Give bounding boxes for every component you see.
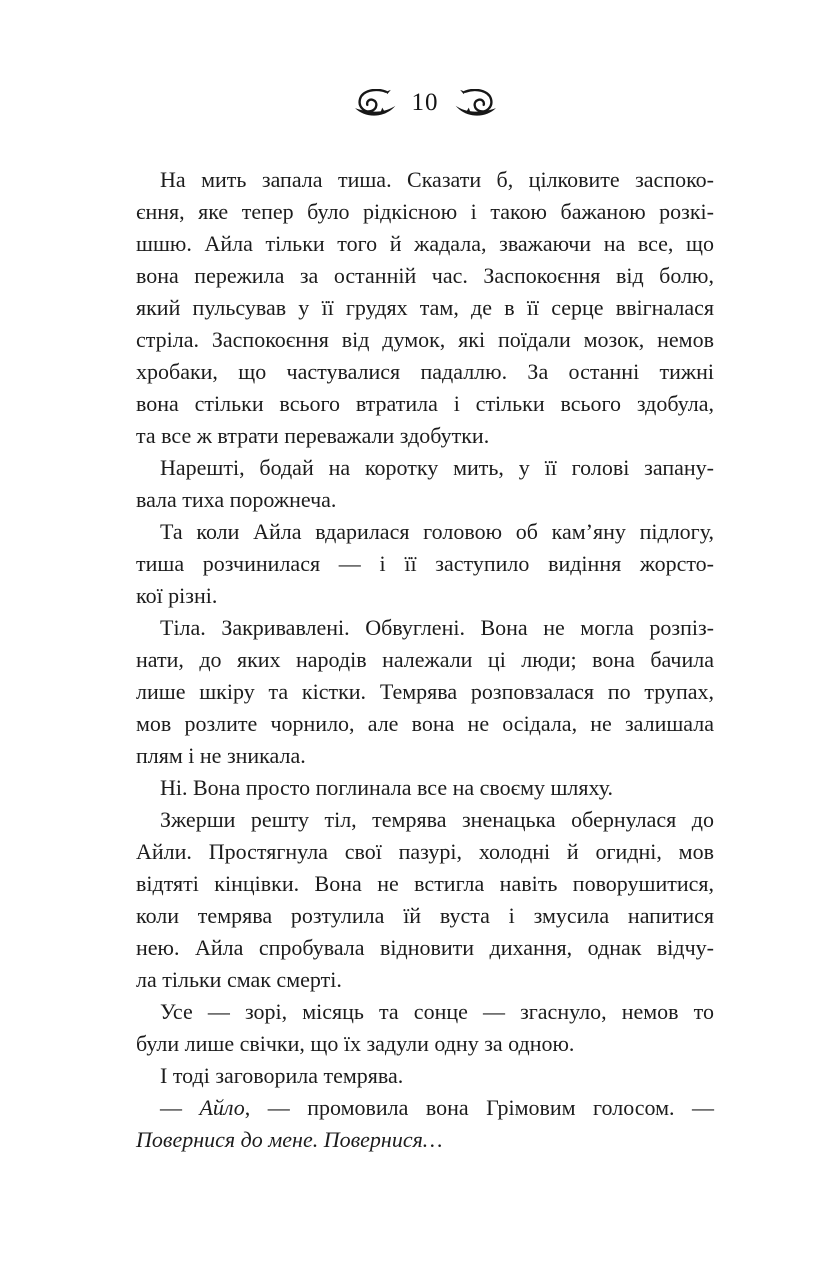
- text-line: [136, 1028, 714, 1060]
- text-line: [136, 868, 714, 900]
- text-segment: коли темрява розтулила їй вуста і змусила напитися: [136, 903, 714, 928]
- text-line: [136, 356, 714, 388]
- text-segment: плям і не зникала.: [136, 743, 306, 768]
- text-segment: відтяті кінцівки. Вона не встигла навіть поворушитися,: [136, 871, 714, 896]
- text-line: [136, 740, 714, 772]
- page-header: [136, 84, 714, 122]
- text-block: [136, 164, 714, 1156]
- text-line: [136, 388, 714, 420]
- text-line: [136, 1092, 714, 1124]
- text-line: [136, 420, 714, 452]
- text-line: [136, 1060, 714, 1092]
- text-segment: Та коли Айла вдарилася головою об кам’яну підлогу,: [160, 519, 714, 544]
- text-segment: тиша розчинилася — і її заступило видіння жорсто-: [136, 551, 714, 576]
- text-segment: Айли. Простягнула свої пазурі, холодні й огидні, мов: [136, 839, 714, 864]
- text-line: [136, 452, 714, 484]
- text-line: [136, 644, 714, 676]
- text-segment: вона пережила за останній час. Заспокоєння від болю,: [136, 263, 714, 288]
- italic-text-segment: Повернися до мене. Повернися…: [136, 1127, 443, 1152]
- text-line: [136, 964, 714, 996]
- text-line: [136, 260, 714, 292]
- text-line: [136, 164, 714, 196]
- text-segment: лише шкіру та кістки. Темрява розповзалася по трупах,: [136, 679, 714, 704]
- text-line: [136, 612, 714, 644]
- text-line: [136, 708, 714, 740]
- text-segment: вона стільки всього втратила і стільки всього здобула,: [136, 391, 714, 416]
- text-segment: нею. Айла спробувала відновити дихання, однак відчу-: [136, 935, 714, 960]
- text-line: [136, 772, 714, 804]
- text-line: [136, 676, 714, 708]
- text-line: [136, 580, 714, 612]
- text-line: [136, 1124, 714, 1156]
- text-segment: І тоді заговорила темрява.: [160, 1063, 404, 1088]
- text-segment: Зжерши решту тіл, темрява зненацька обернулася до: [160, 807, 714, 832]
- text-segment: який пульсував у її грудях там, де в її серце ввігналася: [136, 295, 714, 320]
- text-segment: На мить запала тиша. Сказати б, цілковите заспоко-: [160, 167, 714, 192]
- text-segment: Ні. Вона просто поглинала все на своєму шляху.: [160, 775, 613, 800]
- text-line: [136, 516, 714, 548]
- page-number: 10: [411, 88, 439, 116]
- text-line: [136, 900, 714, 932]
- text-segment: ла тільки смак смерті.: [136, 967, 342, 992]
- text-segment: хробаки, що частувалися падаллю. За останні тижні: [136, 359, 714, 384]
- text-line: [136, 228, 714, 260]
- text-line: [136, 324, 714, 356]
- text-line: [136, 292, 714, 324]
- text-line: [136, 548, 714, 580]
- text-line: [136, 804, 714, 836]
- text-segment: Усе — зорі, місяць та сонце — згаснуло, немов то: [160, 999, 714, 1024]
- italic-text-segment: Айло: [199, 1095, 245, 1120]
- text-segment: нати, до яких народів належали ці люди; вона бачила: [136, 647, 714, 672]
- vine-flourish-icon-mirrored: [455, 89, 497, 118]
- text-segment: Тіла. Закривавлені. Обвуглені. Вона не могла розпіз-: [160, 615, 714, 640]
- text-segment: мов розлите чорнило, але вона не осідала, не залишала: [136, 711, 714, 736]
- text-line: [136, 836, 714, 868]
- text-segment: єння, яке тепер було рідкісною і такою бажаною розкі-: [136, 199, 714, 224]
- text-segment: стріла. Заспокоєння від думок, які поїдали мозок, немов: [136, 327, 714, 352]
- text-line: [136, 196, 714, 228]
- text-line: [136, 996, 714, 1028]
- text-segment: були лише свічки, що їх задули одну за одною.: [136, 1031, 575, 1056]
- text-segment: кої різні.: [136, 583, 218, 608]
- text-segment: вала тиха порожнеча.: [136, 487, 337, 512]
- text-segment: , — промовила вона Грімовим голосом. —: [244, 1095, 715, 1120]
- text-line: [136, 932, 714, 964]
- text-segment: шшю. Айла тільки того й жадала, зважаючи на все, що: [136, 231, 714, 256]
- text-segment: та все ж втрати переважали здобутки.: [136, 423, 490, 448]
- text-segment: —: [160, 1095, 200, 1120]
- text-line: [136, 484, 714, 516]
- text-segment: Нарешті, бодай на коротку мить, у її голові запану-: [160, 455, 714, 480]
- vine-flourish-icon: [354, 89, 396, 118]
